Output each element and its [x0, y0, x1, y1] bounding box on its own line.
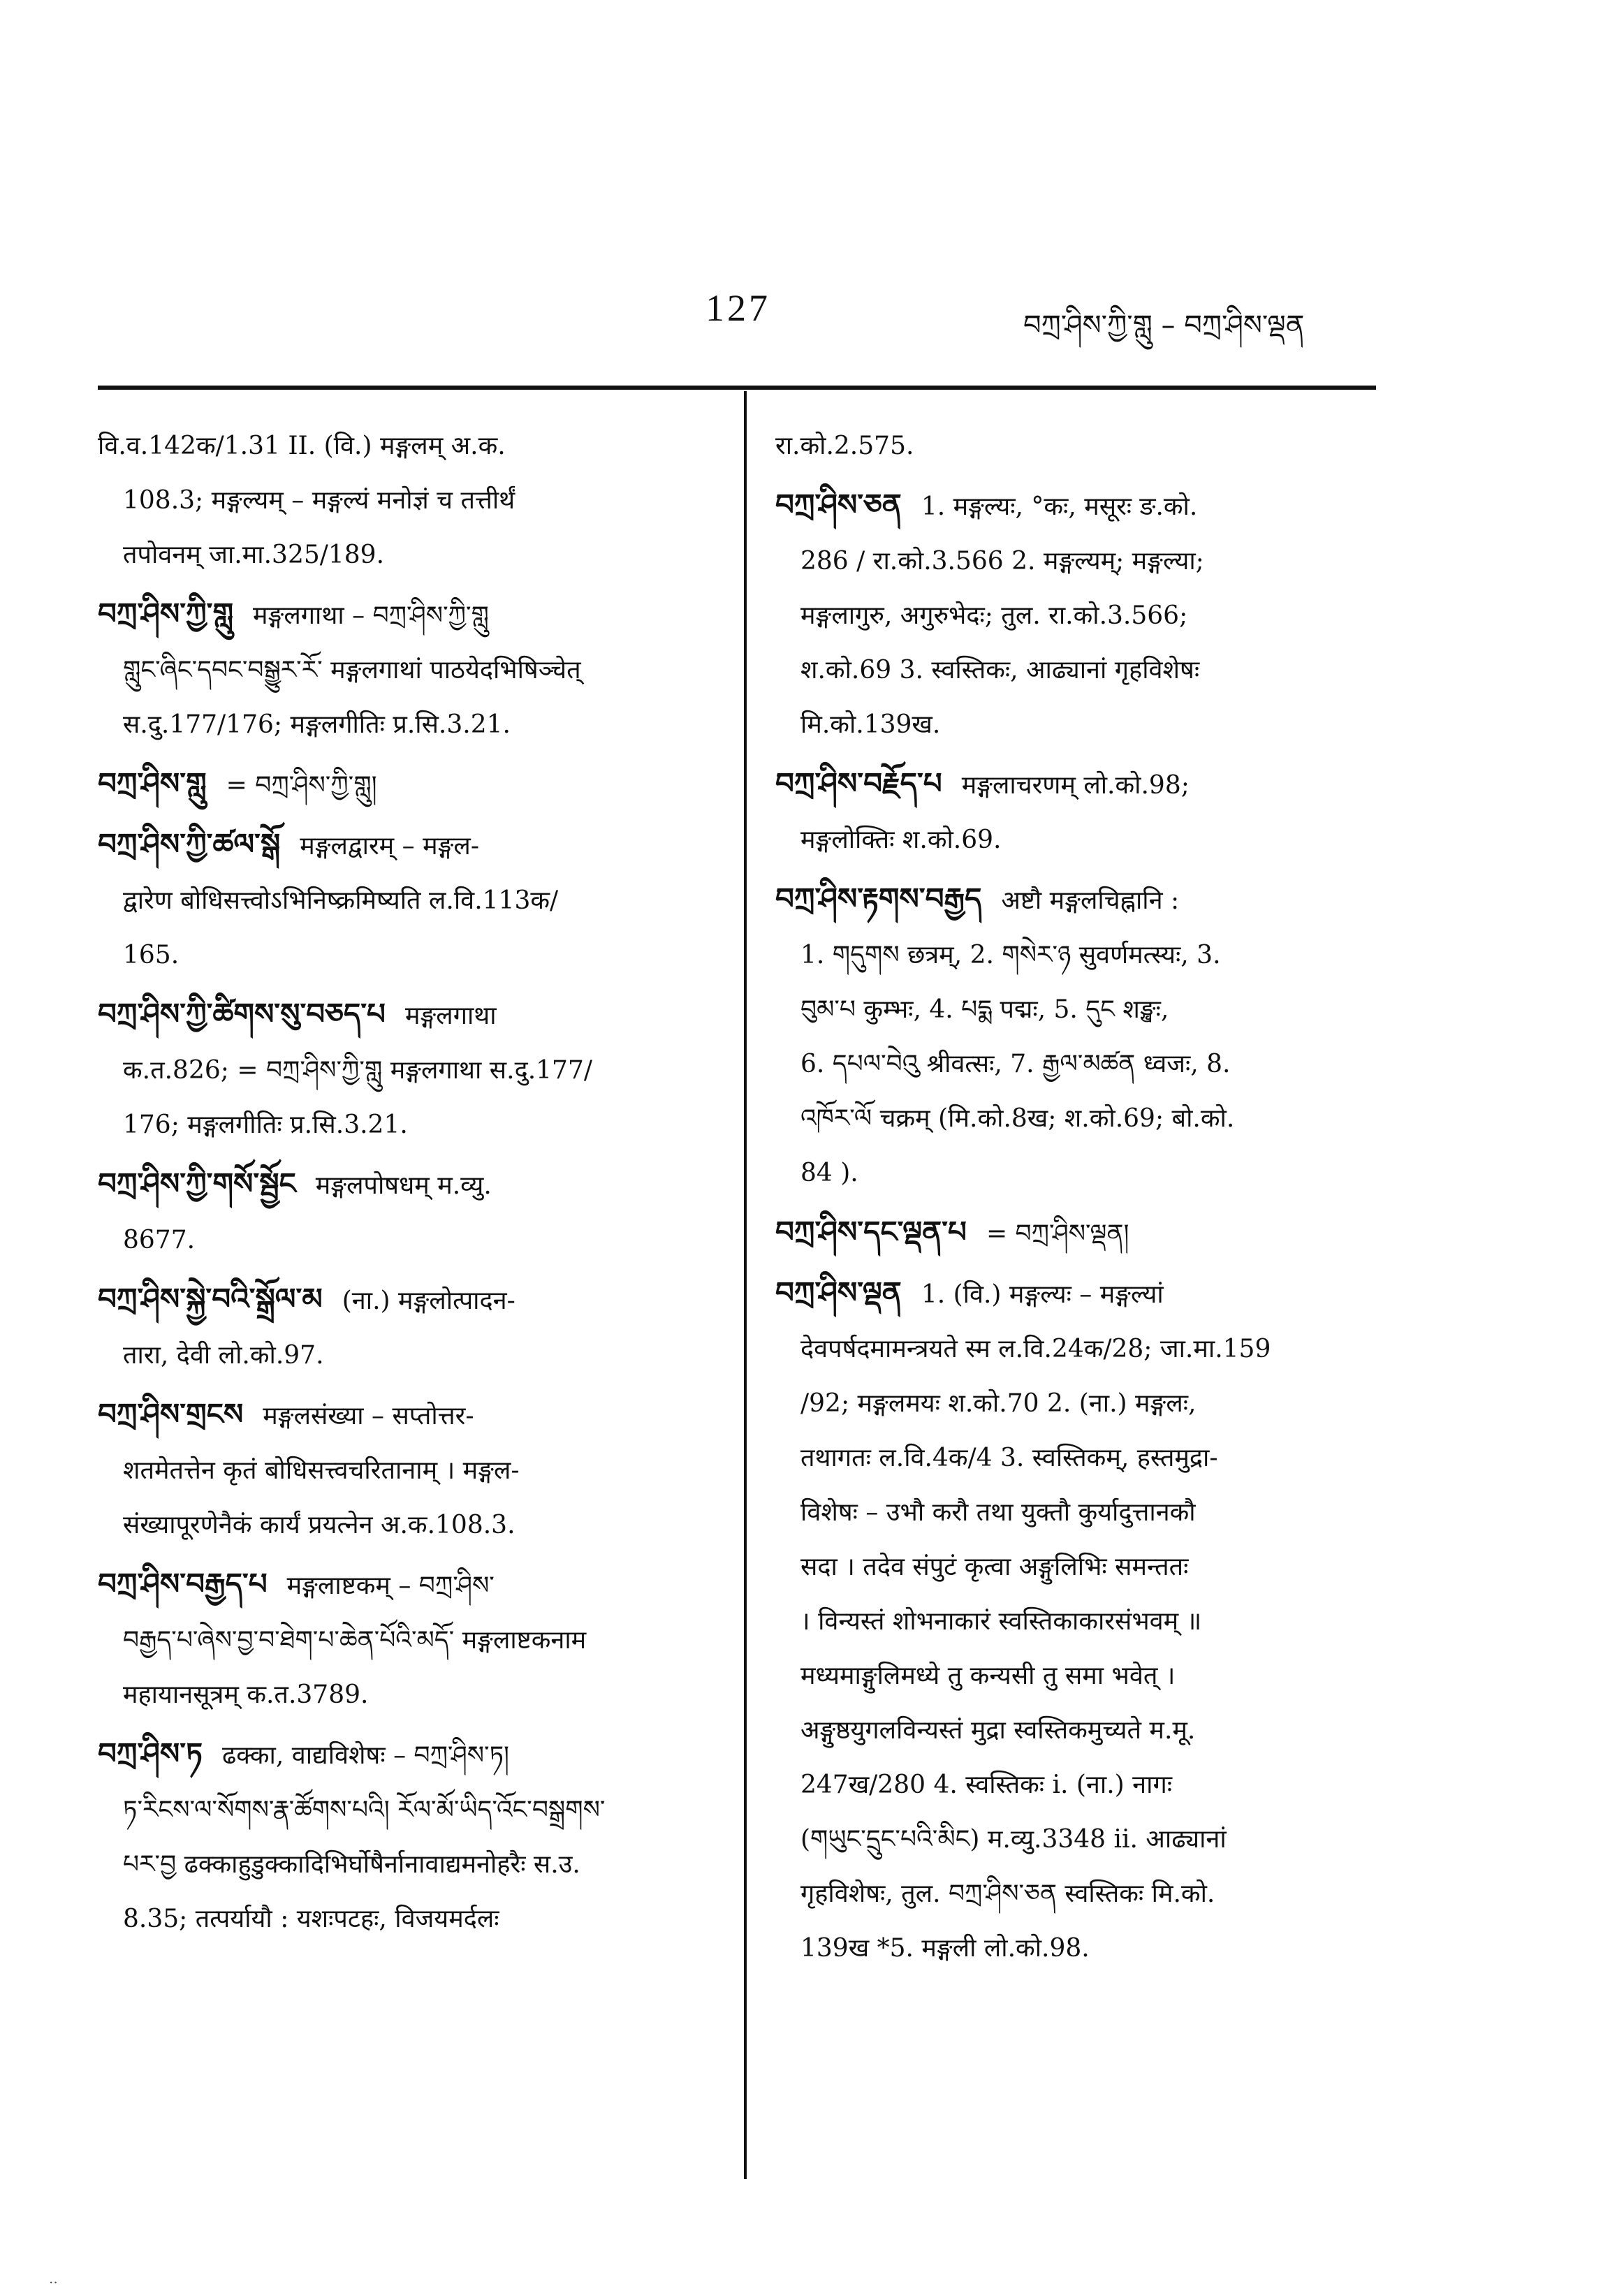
entry-line: [775, 872, 1390, 928]
entry-text: स.दु.177/176; मङ्गलगीतिः प्र.सि.3.21.: [123, 710, 511, 739]
left-column: [98, 419, 726, 1951]
entry-text: 84 ).: [800, 1159, 858, 1187]
entry-text: བུམ་པ कुम्भः, 4. པདྨ पद्मः, 5. དུང शङ्खः,: [800, 995, 1169, 1024]
dictionary-entry: [775, 478, 1390, 752]
entry-text: པར་བྱ ढक्काहुडुक्कादिभिर्घोषैर्नानावाद्यमनोहरैः स.उ.: [123, 1850, 580, 1879]
entry-line: [775, 589, 1390, 643]
entry-line: [98, 1157, 726, 1213]
entry-text: मङ्गलद्वारम् – मङ्गल-: [300, 832, 479, 860]
entry-text: 176; मङ्गलगीतिः प्र.सि.3.21.: [123, 1111, 408, 1139]
entry-text: मङ्गलाचरणम् लो.को.98;: [961, 771, 1190, 800]
entry-text: द्वारेण बोधिसत्त्वोऽभिनिष्क्रमिष्यति ल.वि.113क/: [123, 886, 559, 915]
entry-line: [98, 928, 726, 983]
dictionary-entry: [98, 756, 726, 813]
entry-line: [98, 1213, 726, 1268]
dictionary-entry: [98, 1157, 726, 1268]
headword: བཀྲ་ཤིས་དང་ལྡན་པ: [775, 1215, 967, 1249]
entry-text: 247ख/280 4. स्वस्तिकः i. (ना.) नागः: [800, 1771, 1172, 1799]
dictionary-entry: [775, 756, 1390, 867]
entry-text: मङ्गलोक्तिः श.को.69.: [800, 826, 1002, 854]
entry-text: ཏ་རིངས་ལ་སོགས་རྣ་ཚོགས་པའི། རོལ་མོ་ཡིད་འོང་བསྒྲགས་: [123, 1796, 606, 1824]
entry-line: [775, 1704, 1390, 1758]
entry-line: [98, 587, 726, 643]
entry-line: [775, 756, 1390, 813]
dictionary-entry: [98, 1557, 726, 1722]
entry-text: तथागतः ल.वि.4क/4 3. स्वस्तिकम्, हस्तमुद्रा-: [800, 1444, 1218, 1472]
entry-line: [98, 874, 726, 928]
entry-text: गृहविशेषः, तुल. བཀྲ་ཤིས་ཅན स्वस्तिकः मि.को.: [800, 1880, 1215, 1908]
headword: བཀྲ་ཤིས་སྐྱེ་བའི་སྒྲོལ་མ: [98, 1282, 323, 1316]
entry-text: शतमेतत्तेन कृतं बोधिसत्त्वचरितानाम् । मङ्गल-: [123, 1456, 520, 1485]
entry-line: [775, 1146, 1390, 1201]
entry-line: [775, 1322, 1390, 1377]
entry-line: [98, 1557, 726, 1613]
dictionary-entry: [775, 872, 1390, 1201]
entry-line: [775, 419, 1390, 474]
entry-text: /92; मङ्गलमयः श.को.70 2. (ना.) मङ्गलः,: [800, 1389, 1197, 1418]
entry-line: [98, 1727, 726, 1783]
headword: བཀྲ་ཤིས་ལྡན: [775, 1275, 902, 1310]
entry-text: विशेषः – उभौ करौ तथा युक्तौ कुर्यादुत्तानकौ: [800, 1498, 1196, 1527]
entry-line: [775, 1758, 1390, 1812]
entry-text: श.को.69 3. स्वस्तिकः, आढ्यानां गृहविशेषः: [800, 656, 1200, 684]
entry-line: [98, 1783, 726, 1838]
entry-text: བརྒྱད་པ་ཞེས་བྱ་བ་ཐེག་པ་ཆེན་པོའི་མདོ་ मङ्गलाष्टकनाम: [123, 1626, 587, 1655]
entry-line: [775, 698, 1390, 752]
entry-text: क.त.826; = བཀྲ་ཤིས་ཀྱི་གླུ मङ्गलगाथा स.दु.177/: [123, 1056, 592, 1085]
headword: བཀྲ་ཤིས་གྲངས: [98, 1397, 244, 1431]
dictionary-entry: [98, 419, 726, 583]
entry-line: [98, 1668, 726, 1722]
entry-line: [775, 1205, 1390, 1261]
entry-text: मङ्गलगाथा – བཀྲ་ཤིས་ཀྱི་གླུ: [253, 601, 489, 630]
entry-text: གླུང་ཞིང་དབང་བསྒྱུར་རོ་ मङ्गलगाथां पाठयेदभिषिञ्चेत्: [123, 656, 581, 684]
entry-line: [775, 1540, 1390, 1595]
entry-text: 1. གདུགས छत्रम्, 2. གསེར་ཉ सुवर्णमत्स्यः, 3.: [800, 941, 1221, 969]
entry-text: 286 / रा.को.3.566 2. मङ्गल्यम्; मङ्गल्या;: [800, 547, 1204, 576]
entry-line: [775, 983, 1390, 1037]
entry-line: [775, 928, 1390, 983]
dictionary-entry: [775, 419, 1390, 474]
entry-line: [98, 528, 726, 583]
entry-text: (གཡུང་དྲུང་པའི་མིང) म.व्यु.3348 ii. आढ्यानां: [800, 1825, 1227, 1854]
entry-text: 6. དཔལ་བེའུ श्रीवत्सः, 7. རྒྱལ་མཚན ध्वजः, 8.: [800, 1050, 1231, 1078]
entry-line: [98, 1272, 726, 1328]
running-head: བཀྲ་ཤིས་ཀྱི་གླུ – བཀྲ་ཤིས་ལྡན: [1023, 309, 1305, 342]
entry-line: [98, 419, 726, 474]
headword: བཀྲ་ཤིས་གླུ: [98, 766, 207, 800]
dictionary-entry: [98, 1727, 726, 1947]
entry-line: [775, 813, 1390, 867]
entry-text: 139ख *5. मङ्गली लो.को.98.: [800, 1934, 1090, 1963]
entry-line: [98, 987, 726, 1043]
entry-text: अष्टौ मङ्गलचिह्नानि :: [1001, 886, 1180, 915]
page-number: 127: [705, 287, 770, 329]
entry-text: 108.3; मङ्गल्यम् – मङ्गल्यं मनोज्ञं च तत्तीर्थं: [123, 486, 515, 515]
entry-text: अङ्गुष्ठयुगलविन्यस्तं मुद्रा स्वस्तिकमुच्यते म.मू.: [800, 1716, 1196, 1745]
entry-text: रा.को.2.575.: [775, 432, 914, 460]
entry-line: [98, 1043, 726, 1098]
entry-line: [775, 1595, 1390, 1649]
entry-line: [98, 643, 726, 698]
dictionary-entry: [775, 1266, 1390, 1976]
entry-line: [775, 1092, 1390, 1146]
entry-line: [98, 1328, 726, 1383]
headword: བཀྲ་ཤིས་ཀྱི་ཚིགས་སུ་བཅད་པ: [98, 997, 386, 1031]
right-column: [775, 419, 1390, 1980]
dictionary-entry: [98, 817, 726, 983]
entry-text: महायानसूत्रम् क.त.3789.: [123, 1680, 369, 1709]
header-rule: [98, 386, 1376, 390]
entry-line: [775, 643, 1390, 698]
entry-text: मङ्गलागुरु, अगुरुभेदः; तुल. रा.को.3.566;: [800, 601, 1188, 630]
dictionary-entry: [98, 987, 726, 1152]
entry-line: [775, 1649, 1390, 1704]
entry-text: 8677.: [123, 1226, 196, 1254]
entry-text: = བཀྲ་ཤིས་ཀྱི་གླུ།: [226, 771, 377, 800]
dictionary-entry: [98, 1272, 726, 1383]
entry-text: तपोवनम् जा.मा.325/189.: [123, 541, 385, 569]
entry-line: [98, 1098, 726, 1152]
entry-text: 165.: [123, 941, 180, 969]
entry-line: [775, 1037, 1390, 1092]
entry-text: मङ्गलाष्टकम् – བཀྲ་ཤིས་: [286, 1572, 495, 1600]
entry-line: [775, 1921, 1390, 1976]
entry-text: ढक्का, वाद्यविशेषः – བཀྲ་ཤིས་ཏ།: [221, 1741, 510, 1770]
entry-line: [98, 756, 726, 813]
dictionary-entry: [98, 587, 726, 752]
headword: བཀྲ་ཤིས་ཀྱི་གླུ: [98, 596, 234, 631]
entry-line: [775, 534, 1390, 589]
headword: བཀྲ་ཤིས་ཏ: [98, 1736, 203, 1771]
entry-line: [775, 1867, 1390, 1921]
entry-text: 8.35; तत्पर्यायौ : यशःपटहः, विजयमर्दलः: [123, 1905, 499, 1933]
entry-line: [98, 1387, 726, 1444]
entry-text: (ना.) मङ्गलोत्पादन-: [342, 1287, 515, 1315]
entry-text: मि.को.139ख.: [800, 710, 941, 739]
entry-text: तारा, देवी लो.को.97.: [123, 1341, 324, 1370]
entry-line: [98, 817, 726, 874]
entry-text: मङ्गलगाथा: [404, 1002, 497, 1030]
entry-text: 1. मङ्गल्यः, °कः, मसूरः ङ.को.: [921, 492, 1198, 521]
entry-line: [98, 1838, 726, 1892]
entry-text: मङ्गलपोषधम् म.व्यु.: [315, 1171, 492, 1200]
entry-text: འཁོར་ལོ चक्रम् (मि.को.8ख; श.को.69; बो.को.: [800, 1104, 1235, 1133]
headword: བཀྲ་ཤིས་བརྗོད་པ: [775, 766, 942, 800]
entry-text: मङ्गलसंख्या – सप्तोत्तर-: [263, 1402, 474, 1430]
footer-mark: ..: [49, 2270, 58, 2287]
entry-text: संख्यापूरणेनैकं कार्यं प्रयत्नेन अ.क.108.3.: [123, 1511, 515, 1539]
dictionary-entry: [98, 1387, 726, 1553]
entry-line: [775, 1812, 1390, 1867]
entry-text: 1. (वि.) मङ्गल्यः – मङ्गल्यां: [921, 1280, 1164, 1309]
entry-line: [775, 478, 1390, 534]
dictionary-entry: [775, 1205, 1390, 1261]
entry-text: मध्यमाङ्गुलिमध्ये तु कन्यसी तु समा भवेत् ।: [800, 1662, 1176, 1690]
entry-line: [775, 1266, 1390, 1322]
entry-text: सदा । तदेव संपुटं कृत्वा अङ्गुलिभिः समन्ततः: [800, 1553, 1189, 1581]
headword: བཀྲ་ཤིས་རྟགས་བརྒྱད: [775, 881, 982, 916]
entry-line: [98, 698, 726, 752]
headword: བཀྲ་ཤིས་བརྒྱད་པ: [98, 1567, 268, 1601]
entry-text: वि.व.142क/1.31 II. (वि.) मङ्गलम् अ.क.: [98, 432, 506, 460]
entry-line: [775, 1486, 1390, 1540]
entry-line: [775, 1377, 1390, 1431]
headword: བཀྲ་ཤིས་ཀྱི་གསོ་སྦྱོང: [98, 1166, 296, 1201]
entry-line: [98, 474, 726, 528]
entry-text: = བཀྲ་ཤིས་ལྡན།: [986, 1219, 1129, 1248]
entry-line: [775, 1431, 1390, 1486]
entry-line: [98, 1444, 726, 1498]
entry-line: [98, 1892, 726, 1947]
column-divider: [744, 391, 747, 2179]
entry-line: [98, 1498, 726, 1553]
headword: བཀྲ་ཤིས་ཅན: [775, 488, 902, 522]
entry-text: । विन्यस्तं शोभनाकारं स्वस्तिकाकारसंभवम् ॥: [800, 1607, 1202, 1636]
entry-line: [98, 1613, 726, 1668]
headword: བཀྲ་ཤིས་ཀྱི་ཚལ་སྒོ: [98, 827, 281, 861]
entry-text: देवपर्षदमामन्त्रयते स्म ल.वि.24क/28; जा.मा.159: [800, 1335, 1271, 1363]
